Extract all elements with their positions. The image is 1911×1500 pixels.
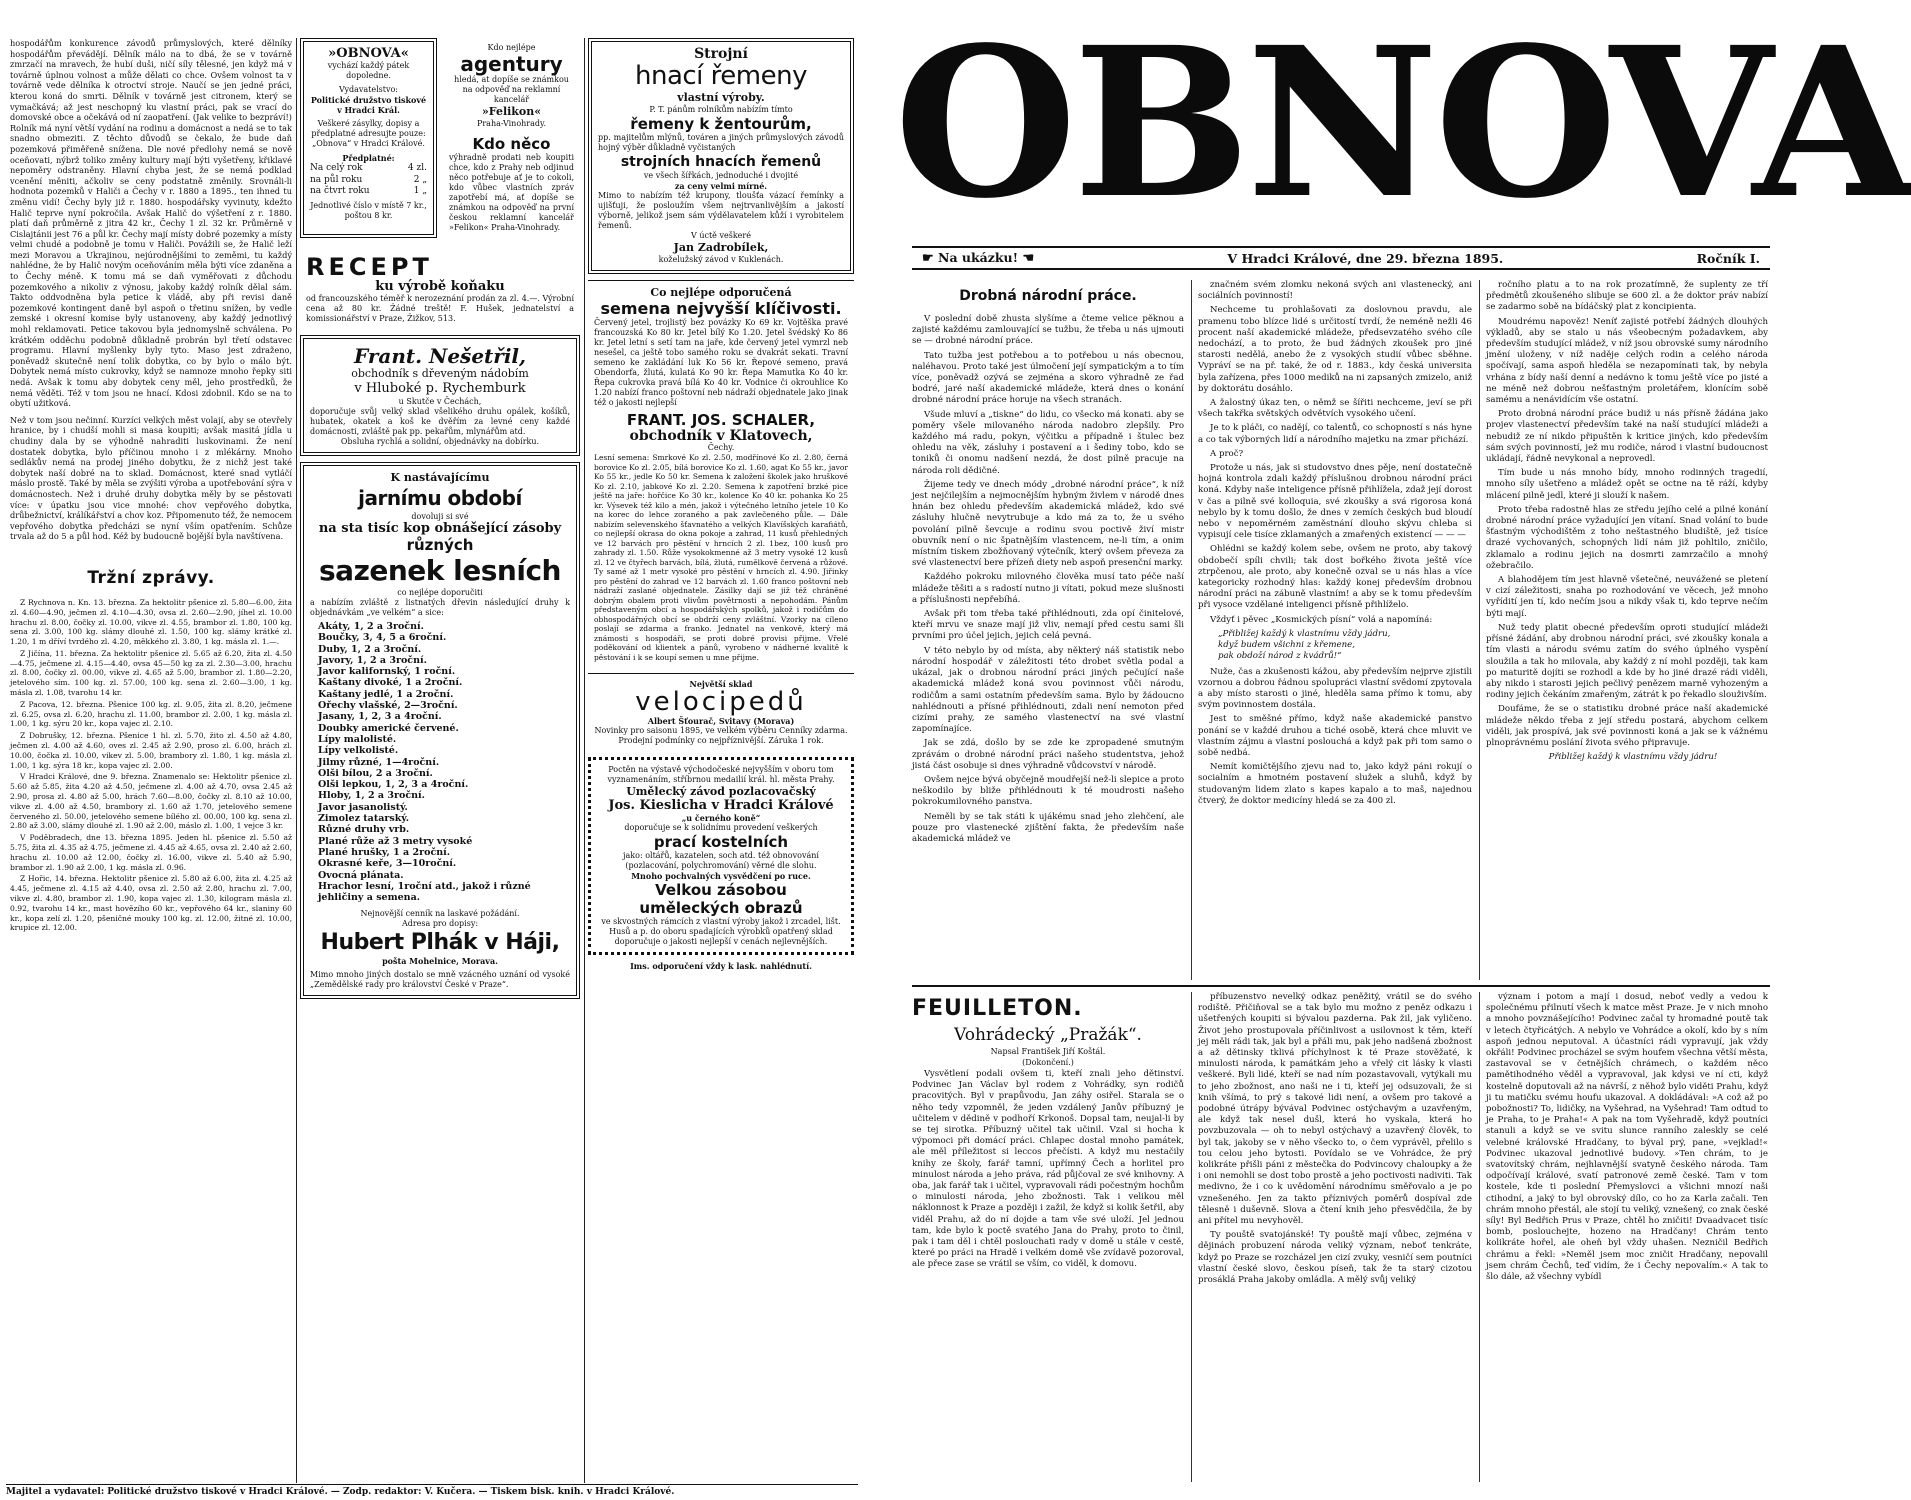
ad-text: a nabízím zvláště z listnatých dřevin následující druhy k objednávkám „ve velkém“ a sice:: [310, 598, 570, 617]
market-report: Z Hořic, 14. března. Hektolitr pšenice zl. 5.80 až 6.00, žita zl. 4.25 až 4.45, ječmene zl. 4.15 až 4.40, ovsa zl. 2.50 až 2.80, hrachu zl. 7.00, vikve zl. 4.80, brambor zl. 1.90, kopa vajec zl. 1.30, kilogram másla zl. 0.92, tvarohu 14 kr., mast hovězího 60 kr., vepřového 64 kr., slaniny 60 kr., kopa zelí zl. 1.20, pšeničné mouky 100 kg. zl. 12.00, žitné zl. 10.00, krupice zl. 12.00.: [10, 874, 292, 933]
ad-text: za ceny velmi mírné.: [674, 181, 768, 191]
seedling-list: [310, 621, 570, 903]
ad-text: Kdo nejlépe: [487, 43, 536, 52]
feuilleton-paragraph: Ty pouště svatojánské! Ty pouště mají vůbec, zejména v dějinách probuzení národa veliký význam, neboť tenkráte, když po Praze se rozcházel jen cizí zvuky, vesničí sem poutníci vlastní české slovo, českou píseň, tak že ta starý cizotou prosáklá Praha jakoby omládla. A mělý svůj veliký: [1198, 1230, 1472, 1286]
dateline: [912, 246, 1770, 270]
article-paragraph: Vždyť i pěvec „Kosmických písní“ volá a napomíná:: [1210, 614, 1433, 625]
feuilleton-paragraph: příbuzenstvo nevelký odkaz peněžitý, vrátil se do svého rodiště. Přičiňoval se a tak bylo mu možno z peněz odkazu i ušetřených koupiti si bývalou pazderna. Pak žil, jak vyličeno. Život jeho prostupovala příčinlivost a usilovnost k těm, kteří jej měli rádi tak, jak byl a přáli mu, pak jeho nadšená zbožnost a až dětinsky tklivá příchylnost k té Praze stověžaté, k minulosti národa, k památkám jeho a vřelý cit lásky k vlasti veškeré. Byli lidé, kteří se nad ním pozastavovali, vytýkali mu to jeho zbožnost, ano naši ne i ti, kteří jej odsuzovali, že si knih všímá, to prý s takové lidi není, a ovšem pro takové a podobné útrápy bývával Podvinec ostýchavým a uzavřeným, ale když tak nesel dušl, která ho vyskala, která ho povzbuzovala — oh to nebyl ostýchavý a uzavřený člověk, to byl tak, jakoby se v něho všecko to, o čem vyprávěl, přelilo s tou celou jeho bytosti. Povídalo se ve Vohrádce, že prý kolikráte přišli páni z městečka do Podvincovy chaloupky a že i oni nemohli se dost tobo prostě a jeho poctivosti nadiviti. Tak medivno, že i co k uvědomění národnímu směřovalo a je po vznešeného. Jen za takto příznivých poměrů dospíval zde tělesně i duševně. Slova a čtení knih jeho přesvědčila, že by ani přítel mu nevyhověl.: [1198, 992, 1472, 1227]
ad-title: semena nejvyšší klíčivosti.: [600, 299, 842, 318]
article-paragraph: Žijeme tedy ve dnech módy „drobné národní práce“, k níž jest nejčilejším a nejmocnějším hybným živlem v národě dnes hnán bez ohledu především akademická mládež, kdo své zásluhy hlučně nevytrubuje a kdo má za to, že u svého povolání pilně ševcuje a rodinu svou poctivě živí mistr obuvník není o nic špatnějším vlastencem, ne-li tím, a onim místním tiskem zbožňovaný výtečník, který ovšem převeza za své vlastenectví bere přízeň diety neb aspoň presenční marky.: [912, 479, 1184, 569]
seedling-item: Lípy velkolisté.: [318, 745, 399, 757]
article-column-1: [912, 280, 1184, 980]
column-divider: [1479, 280, 1480, 980]
article-column-3: [1486, 280, 1768, 980]
ad-text: P. T. pánům rolníkům nabízím tímto: [649, 105, 793, 114]
ad-text: Mimo to nabízím též krupony, tloušťa vázací řemínky a ujišťuji, že posloužím všem nejtrvanlivějším a jakostí výborně, jelikož jsem sám výdělavatelem kůží i vyrobitelem řemenů.: [598, 191, 844, 230]
article-paragraph: A blahodějem tím jest hlavně všetečné, neuvážené se pletení v cizí záležitosti, snaha po rozhodování ve věcech, jež mnoho vyřídití jen tí, kdo nečím jsou a nikdy však ti, kdo teprve nečím býti mají.: [1486, 575, 1768, 619]
seedling-item: Ořechy vlašské, 2—3roční.: [318, 700, 458, 712]
ad-title: Hubert Plhák v Háji,: [320, 930, 560, 956]
ad-title: velocipedů: [635, 687, 807, 717]
ad-title: jarnímu období: [358, 486, 522, 510]
ad-text: Nejnovější cenník na laskavé požádání.: [360, 909, 520, 919]
dateline-left: [922, 250, 1034, 266]
ad-text: Lesní semena: Smrkové Ko zl. 2.50, modřínové Ko zl. 2.80, černá borovice Ko zl. 2.05, bílá borovice Ko zl. 1.60, agat Ko 55 kr., javor Ko 55 kr., jedle Ko 50 kr. Semena k založení školek jako hruškové Ko zl. 2.10, jabkové Ko zl. 2.20. Semena k zapotření brzké pice ještě na jaře: hořčice Ko 30 kr., kolence Ko 40 kr. pohanka Ko 25 kr. Výsevek též kilo a mén, jakož i výtečného letního jetele 10 Ko na korec do lehce zoraného a pak zavlečeného půle. — Dále nabízím selevenského šťavnatého a velkých Klavíšských karafiátů, co nejlepší okrasa do okna pokoje a zahrad, 11 kusů přehledných ve 12 barvách pro pěstění v hrncích 2 zl. 1bez, 100 kusů pro zahrady zl. 1.50. Růže vysokokmenné až 3 metry vysoké 12 kusů zl. 12 ve čtyřech barvách, bílá, žlutá, rumělkově červená a růžové. Ty samé až 1 metr vysoké pro pěstění v hrncích zl. 4.90. Jiřinky pro pěstění do zahrad ve 12 barvách zl. 1.60 franco poštovní neb nádraží zaslané objednatele. Zásilky dají se již též chráněné dobrým obalem proti vlivům povětrnosti a nepohodám. Pánům představeným obcí a hospodářských spolků, jakož i rodičům do obhospodářných obcí se obdrží ceny zvláštní. Vzorky na cíleno poslají se zdarma a franko. Jednatel na venkově, který má známosti s hospodáři, se proti dobré provisi přijme. Vřelé poděkování od klientek a pánů, vyrobeno v nádherné kvalitě k pěstování i k se koupí semen u mne přijme.: [594, 453, 848, 662]
ad-text: pošta Mohelnice, Morava.: [382, 956, 498, 967]
market-news-heading: Tržní zprávy.: [87, 567, 215, 588]
market-report: Z Dobrušky, 12. března. Pšenice 1 hl. zl. 5.70, žito zl. 4.50 až 4.80, ječmen zl. 4.00 až 4.60, oves zl. 2.45 až 2.90, proso zl. 6.00, hrách zl. 10.00, čočka zl. 10.00, vikev zl. 5.00, brambory zl. 1.80, 1 kg. másla zl. 1.00, 1 kg. sýra 18 kr., kopa vajec zl. 2.00.: [10, 731, 292, 770]
poem-line: pak obdoží národ z kvádrů!“: [1218, 651, 1342, 662]
article-paragraph: Nechceme tu prohlašovati za doslovnou pravdu, ale pramenu tobo blízce lidé s určitostí tvrdí, že neméně nežli 46 procent naší akademické mládeže, předsevzatého svého cíle nedochází, a to proto, že bud žádných zkoušek pro jiné starosti nedělá, anebo že z vysokých studií vůbec sběhne. Vypráví se na př. také, že od r. 1883., kdy česká universita byla zařízena, přes 1000 mediků na ni zapsaných zmizelo, aniž by doktorátu dosáhlo.: [1198, 305, 1472, 394]
ad-text: koželužský závod v Kuklenách.: [658, 255, 784, 264]
sample-label: Na ukázku!: [938, 250, 1019, 265]
article-paragraph: značném svém zlomku nekoná svých ani vlastenecký, ani sociálních povinností!: [1198, 280, 1472, 302]
poem-line: „Přibližej každý k vlastnímu vždy jádru,: [1218, 628, 1391, 639]
article-paragraph: A proč?: [1210, 448, 1244, 459]
ad-title: sazenek lesních: [319, 554, 561, 587]
article-paragraph: Všude mluví a „tiskne“ do lidu, co všecko má konati. aby se poměry všele milovaného národa nadobro zlepšily. Pro každého má radu, pokyn, výčitku a případně i štulec bez ohledu na věk, zásluhy i postavení a i šediny tobo, kdo se toniků či onomu nadšení nezdá, že dost pilně pracuje na národa roli dědičné.: [912, 409, 1184, 476]
seedling-item: Kaštany divoké, 1 a 2roční.: [318, 677, 463, 689]
seedling-item: Zimolez tatarský.: [318, 813, 410, 825]
seedling-item: Olši bílou, 2 a 3roční.: [318, 767, 433, 779]
ad-text: Červený jetel, trojlistý bez povázky Ko 69 kr. Vojtěška pravé francouzská Ko 80 kr. Jetel bílý Ko 1.20. Jetel švédský Ko 86 kr. Jetel letní s setí tam na jaře, kde červený jetel vymrzl neb nesešel, ca ještě tobo samého roku se dvakrát sekati. Travní semeno ke zakládání luk Ko 56 kr. Řepové semeno, pravá Obendorfa, žlutá, kulatá Ko 90 kr. Řepa Mamutka Ko 40 kr. Řepa cukrovka pravá bílá Ko 40 kr. Vodnice či okrouhlice Ko 1.20 nabízí franco poštovní neb nádraží objednatele jako jinak též o jakosti nejlepší: [594, 318, 848, 407]
ad-text: jako: oltářů, kazatelen, soch atd. též obnovování (pozlacování, polychromování) věrné dle slohu.: [623, 851, 819, 870]
article-paragraph: Nemít komičtějšího zjevu nad to, jako když páni rokují o socialním a hmotném postavení služek a sluhů, když by studovaným lidem zlato s kapes kapalo a to maš, najednou čtverý, že doktor medicíny hledá se za 400 zl.: [1198, 762, 1472, 806]
article-paragraph: Je to k pláči, co nadějí, co talentů, co schopností s nás hyne a co tak výborných lidí a národního majetku na zmar přichází.: [1198, 423, 1472, 445]
nesetril-ad: [300, 335, 580, 456]
volume-label: Ročník I.: [1696, 250, 1760, 266]
ad-text: Jednotlivé číslo v místě 7 kr., poštou 8 kr.: [310, 200, 427, 220]
seedling-item: Javor kalifornský, 1 roční.: [318, 666, 456, 678]
poem-line: když budem všichni z křemene,: [1218, 640, 1355, 651]
article-title: Drobná národní práce.: [959, 288, 1137, 304]
feuilleton-paragraph: Vysvětlení podali ovšem ti, kteří znali jeho dětinství. Podvinec Jan Václav byl rodem z Vohrádky, syn rodičů pracovitých. Byl v prapůvodu, Jan záhy osiřel. Starala se o něho tedy vzpomněl, že jeden vzdálený Janův příbuzný je učitelem v dědině v podhoří Krkonoš. Dopsal tam, neujal-li by se tej sirotka. Příbuzný učitel tak učinil. Vzal si hocha k výpomoci při domácí práci. Chlapec dostal mnoho památek, ale měl příležitost si leccos přečísti. A když mu nestačily knihy ze školy, farář tamní, upřímný Čech a horlitel pro minulost národa a jeho práva, rád půjčoval ze své knihovny. A oba, jak farář tak i učitel, vypravovali rádi počestným hochům o minulosti národa, jeho zbožnosti. Tak i velikou měl náklonnost k Praze a později i zažil, že když si kolik šetřil, aby viděl Prahu, až do ní dojde a tam vše své uloží. Jel jednou tam, kde bylo k poctě svatého Jana do Prahy, proto to činil, pak i tam děl i chtěl poslouchati rady v domě u stále v cestě, které po práci na Hradě i velkém domě vše zvídavě pozoroval, ale přece zase se vrátil se vším, co viděl, k domovu.: [912, 1069, 1184, 1270]
ad-text: doporučuje svůj velký sklad všelikého druhu opálek, košíků, hubatek, okatek a koš ke dvěřím za levné ceny každé domácnosti, zvláště pak pp. pekařům, mlynářům atd.: [310, 407, 570, 436]
article-paragraph: A žalostný úkaz ten, o němž se šířiti nechceme, jeví se při všech takřka světských odvětvích vysokého učení.: [1198, 398, 1472, 420]
seedling-item: Jilmy různé, 1—4roční.: [318, 756, 440, 768]
ad-text: prací kostelních: [653, 833, 789, 851]
ad-text: strojních hnacích řemenů: [620, 154, 822, 170]
ad-text: „Obnova“ v Hradci Králové.: [312, 139, 425, 148]
article-paragraph: Tato tužba jest potřebou a to potřebou u nás obecnou, naléhavou. Proto také jest úlmočení její sympatickým a to tím více, poněvadž ozývá se zejména a skoro výhradně ze řad bodré, jaré naší akademické mládeže, která dnes o konání drobné národní práce horuje na všech stranách.: [912, 350, 1184, 406]
ad-text: obchodník s dřeveným nádobím: [351, 367, 529, 380]
left-newspaper-page: [0, 0, 862, 1500]
gilding-workshop-ad: [588, 757, 854, 955]
seedling-item: Hloby, 1, 2 a 3roční.: [318, 790, 425, 802]
article-paragraph: Než v tom jsou nečinní. Kurzíci velkých měst volají, aby se otevřely hranice, by i chudší mohli si masa koupiti; avšak masitá jídla u chudiny dala by se výhodně nahraditi luskovinami. Že není dostatek dobytka, bylo příčinou mnoho i z mlékárny. Mnoho sedlákův nemá na prodej jiného dobytku, že z nichž jest také dobytek naší dobré na to sklad. Domácnost, které snad vytláčí máslo prostě. Také by měla se zvýšiti výroba a upotřebování sýra v domácnostech. Než i druhé druhy dobytka měly by se pěstovati více: v úpatku jsou vice mnohé: chov vepřového dobytka, drůbežnictví, králíkářství a chov koz. Připomenuto též, že nemocem vepřového dobytka předcházi se nyní vším opatřením. Schůze trvala až do 5 a půl hod. Kéž by budoucně bojější byla navštívena.: [10, 414, 292, 542]
ad-text: Čechy.: [707, 443, 735, 452]
article-paragraph: Tím bude u nás mnoho bídy, mnoho rodinných tragedií, mnoho síly ušetřeno a mládež opět se octne na tě ráží, kdyby mlácení pilně jedl, které ji slouží k našem.: [1486, 468, 1768, 501]
price-period: Na celý rok: [310, 163, 363, 173]
price-row: [310, 175, 427, 187]
ad-text: Albert Šťourač, Svitavy (Morava): [647, 716, 795, 726]
left-column-article: [10, 38, 292, 1478]
pointing-hand-right-icon: ☛: [922, 251, 934, 266]
ad-text: Novinky pro saisonu 1895, ve velkém výběru Cenníky zdarma. Prodejní podmínky co nejpříznivější. Záruka 1 rok.: [594, 726, 848, 745]
ad-text: Veškeré zásylky, dopisy a předplatné adresujte pouze:: [311, 119, 426, 138]
ad-text: Co nejlépe odporučená: [650, 286, 792, 299]
article-paragraph: V této nebylo by od místa, aby některý náš statistik nebo národní hospodář v záležitosti této drobet světla podal a ukázal, jak o drobnou národní práci jiných pečující naše akademická mládež koná svou povinnost vůči národu, rodičům a sami ostatním především sama. Bylo by žádoucno nahlédnouti a přísné přihlédnouti, zdali není nemoton před cizími prahy, ze samého vlastenectví na své vlastní zapomínajíce.: [912, 645, 1184, 735]
ad-text: ve skvostných rámcích z vlastní výroby jakož i zrcadel, lišt. Husů a p. do oboru spadajících výrobků opatřený sklad doporučuje o jakosti nejlepší v cenách nejlevnějších.: [601, 917, 841, 946]
pointing-hand-left-icon: ☚: [1022, 251, 1035, 266]
feuilleton-column-2: [1198, 992, 1472, 1482]
seedling-item: Javory, 1, 2 a 3roční.: [318, 654, 427, 666]
ad-text: obchodník v Klatovech,: [629, 428, 813, 444]
ad-title: Jos. Kieslicha v Hradci Králové: [608, 798, 834, 813]
article-paragraph: ročního platu a to na rok prozatímně, že suplenty ze tří předmětů zkoušeného slibuje se 600 zl. a že doktor práv nabízí se zadarmo sobě na bídáčský plat z koncipienta.: [1486, 280, 1768, 313]
article-paragraph: Doufáme, že se o statistiku drobné práce naší akademické mládeže někdo třeba z její středu postará, abychom celkem viděli, jak prospívá, jak své povinnosti koná a jak se k vážnému plnoprávnému poslání života svého připravuje.: [1486, 704, 1768, 748]
ad-text: Poctěn na výstavě východočeské nejvyšším v oboru tom vyznamenáním, stříbrnou medailií král. hl. města Prahy.: [607, 765, 835, 784]
seedling-item: Hrachor lesní, 1roční atd., jakož i různé jehličiny a semena.: [318, 880, 531, 904]
ad-title: Kdo něco: [472, 135, 551, 153]
article-closing-line: Přibližej každý k vlastnímu vždy jádru!: [1548, 752, 1718, 763]
article-paragraph: Ohlédni se každý kolem sebe, ovšem ne proto, aby takový obdobečí spíli chvili; tak dost bořkého života ještě více ztrpčenou, ale proto, aby konečně ozval se u nás hlas a více kategoricky rozhodný hlas: každý konej především drobnou národní práci na zábuně vlastním! a aby se k tomu především při vysoce vzdělané inteligenci přísně přihlíželo.: [1198, 544, 1472, 611]
ad-text: na sta tisíc kop obnášející zásoby: [318, 521, 562, 536]
column-divider: [296, 38, 297, 1483]
seedling-item: Ovocná plánata.: [318, 869, 404, 881]
seedling-item: Plané růže až 3 metry vysoké: [318, 835, 473, 847]
right-newspaper-page: [894, 0, 1911, 1500]
seedling-item: Akáty, 1, 2 a 3roční.: [318, 621, 424, 632]
article-paragraph: Neměli by se tak státi k ujákému snad jeho zlehčení, ale pouze pro vlastenecké zjištění fakta, že především naše akademická mládež ve: [912, 811, 1184, 844]
article-paragraph: Avšak při tom třeba také přihlédnouti, zda opí činitelové, kteří mrvu ve snaze mají již vliv, nemají před cestu sami šli prvními pro účel jejich, jejich celá pevná.: [912, 609, 1184, 642]
article-paragraph: Nuž tedy platit obecné především oproti studující mládeži přísné žádání, aby drobnou národní práci, své zkoušky konala a tím vlasti a národu svému zatím do svého úplného vyspění sloužila a tak ho milovala, aby každý z ní mohl později, tak kam po maturitě dojíti se rozhodl a kde by ho jiné drazé rádi viděli, aby nikdo i starosti jejich pečlivý penězem marně vyhozeným a rodiny jejich čekáním zmařeným, zátrát k po řekadlo slouživším.: [1486, 622, 1768, 701]
article-paragraph: hospodářům konkurence závodů průmyslových, které dělníky hospodářům převádějí. Dělník málo na to dbá, že se v továrně zmrzačí na mravech, že hubí duši, ničí síly tělesné, jen když má v továrně úplnou volnost a může dělati co chce. Ovšem volnost ta v továrně vede dělníka k otroctví stroje. Naučí se jen jedné práci, kterou koná do smrti. Dělník v továrně jest citronem, který se vymačkává; až jest neschopný ku vlastní práci, pak se vrací do domovské obce a očekává od ní zaopatření. (Jak velike to bezpráví!) Rolník má nyní větší vydání na rodinu a domácnost a nedá se to tak snadno obmeziti. Z těchto důvodů se čekalo, že bude daň pozemková přiměřeně snížena. Dle nové předlohy nemá se nově oceňovati, nýbrž toliko změny kultury mají býti vyšetřeny, křiklavé nepoměry odstraněny. Hlavní chyba jest, že se nemá podklad vcenění měniti, ačkoliv se ceny podstatně změnily. Srovnáli-li hodnota pozemků v Haliči a Čechy v r. 1880 a 1895., ten ihned tu změnu vidí! Čechy byly již r. 1880. hospodářsky vyvinuty, kdežto Halič teprve nyní pokročila. Avšak Halič do výšetření z r. 1880. platí daň průměrně z jitra 42 kr., Čechy 1 zl. 32 kr. Průměrně v Cislajtánii jest 76 a půl kr. Čechy mají místy dobré pozemky a místy velmi chudé a podobně je tomu v Haliči. Povážili se, že Halič leží mezi Moravou a Ukrajinou, nejúrodnějšími to zeměmi, tu každý nahlédne, že by Halič novým oceňováním měla býti více zdaněna a to Čechy méně. K tomu má se daň vyměřovati z důchodu pozemkového a nikoliv z výnosu, jakoby každý rolník dělal sám. Takto oddvodněna byla petice k vládě, aby při revisi daně pozemkové kontingent daně byl aspoň o třetinu snížen, by vedle zemské i okresní komise byly ustanoveny, aby každý jednotlivý mohl reklamovati. Petice takovou byla jednomyslně schválena. Po krátkém odděchu podobně důkladně probrán byl třetí odstavec programu. Hlavní myšlenky byly tyto. Maso jest zdraženo, poněvadž skutečně není tolik dobytka, co by bylo o málo být. Dobytek nemá místo cukrovky, když se namnoze mnoho řepky siti nedá. Avšak k tomu aby dobytek ceny měl, jeho prostředků, že nemá věděti. Též v tom jsou ne hnací. Kdosi zdobnil. Kdo se na to obytí užitková.: [10, 38, 292, 409]
ad-text: v Hluboké p. Rychemburk: [354, 380, 526, 396]
ad-text: Největší sklad: [689, 679, 753, 689]
ad-title: »OBNOVA«: [328, 46, 409, 61]
ad-text: uměleckých obrazů: [639, 899, 803, 917]
column-divider: [584, 38, 585, 1483]
seedling-item: Doubky americké červené.: [318, 722, 459, 734]
price-row: [310, 163, 427, 175]
market-report: Z Pacova, 12. března. Pšenice 100 kg. zl. 9.05, žita zl. 8.20, ječmene zl. 6.25, ovsa zl. 6.20, hrachu zl. 11.00, brambor zl. 2.00, 1 kg. másla zl. 1.00, 1 kg. sýru 20 kr., kopa vajec zl. 2.10.: [10, 699, 292, 729]
feuilleton-author: Napsal František Jiří Koštál.: [990, 1047, 1106, 1056]
feuilleton-part: (Dokončení.): [1022, 1058, 1074, 1067]
obnova-subscription-ad: [300, 38, 437, 238]
ad-text: výhradně prodati neb koupiti chce, kdo z Prahy neb odjinud něco potřebuje ať je to cokoli, kdo vůbec vlastních zpráv zapotřebí má, ať dopíše se známkou na odpověď na první českou reklamní kancelář »Felikon« Praha-Vinohrady.: [449, 153, 574, 232]
forest-seedlings-ad: [300, 462, 580, 999]
ad-text: Adresa pro dopisy:: [401, 919, 479, 929]
article-paragraph: Jak se zdá, došlo by se zde ke zpropadené smutným zprávám o drobné národní práci našeho studentstva, jehož jistá část osobuje si dnes výhradně vůdcovství v národě.: [912, 738, 1184, 771]
ad-text: Strojní: [694, 46, 748, 62]
seedling-item: Lípy malolisté.: [318, 733, 397, 745]
ad-text: ve všech šířkách, jednoduché i dvojité: [643, 171, 799, 180]
feuilleton-title: Vohrádecký „Pražák“.: [954, 1025, 1142, 1045]
column-divider: [1191, 992, 1192, 1482]
price-value: 2 „: [413, 174, 427, 185]
feuilleton-paragraph: význam i potom a mají i dosud, neboť vedly a vedou k společnému přilnutí všech k matce měst Praze. Je v nich mnoho a mnoho povznášejícího! Podvinec začal ty hromadné poutě tak v letech čtyřicátých. A nebylo ve Vohrádce a okolí, kdo by s ním aspoň jednou neputoval. A účastníci rádi vypravují, jak vždy okřáli! Podvinec procházel se svým houfem všechna větší města, zastavoval se v četnějších chrámech, o každém něco pamětihodného věděl a vypravoval, jak kdysi ve ní cti, když kostelně doputovali až na návrší, z něhož bylo viděti Prahu, když ji tu matičku svému houfu ukazoval. A dokládával: »A což až po pobožnosti? To, lidičky, na Vyšehrad, na Vyšehrad! Tam odtud to je Praha, to je Praha!« A pak na tom Vyšehradě, když poutníci stanuli a když se ve svitu slunce ranního zaleskly se celé velebné královské Hradčany, to býval prý, pane, »vejklad!« Podvinec ukazoval jednotlivé budovy. »Ten chrám, to je svatovítský chrám, nejhlavnější svatyně českého národa. Tam odpočívají králové, svatí patronové země české. Tam v tom kostele, kde ti poslední Přemyslovci a všichni mnozí naši ctihodní, a jaký to byl obrovský dílo, co ho za Karla začali. Ten chrám mnoho přestál, ale stojí tu veliký, vznešený, co znak české síly! Byl Bedřich Prus v Praze, chtěl ho zničiti! Dvaadvacet tisíc bomb, poslouchejte, hozeno na Hradčany! Chrám tento kolikráte hořel, ale oheň byl vždy uhašen. Nezničil Bedřich chrámu a řekl: »Neměl jsem moc zničit Hradčany, nepovalil jsem chrám Čechů, teď vidím, že i Čechy nepovalím.« A tak to šlo dále, až všechny vybídl: [1486, 992, 1768, 1283]
ad-text: FRANT. JOS. SCHALER,: [626, 411, 816, 429]
ad-title: RECEPT: [306, 253, 433, 281]
article-paragraph: Nuže, čas a zkušenosti kážou, aby především nejprve zjistili vzornou a dobrou řádnou spolupráci vlastní svědomí zpytovala a aby místo starosti o jiné, hleděla sama přímo k tomu, aby svým povinnostem dostála.: [1198, 666, 1472, 711]
article-paragraph: Každého pokroku milovného člověka musí tato péče naší mládeže těšiti a s radostí nutno ji vítati, pokud meze slušnosti a příslušnosti nepřebíhá.: [912, 572, 1184, 605]
ad-text: Mnoho pochvalných vysvědčení po ruce.: [631, 871, 811, 881]
ad-text: V úctě veškeré: [691, 231, 751, 240]
velocipede-ad: [588, 673, 854, 751]
masthead: [894, 2, 1911, 244]
article-paragraph: Jest to směšné přímo, když naše akademické panstvo ponání se v každé druhou a tiché osobě, která chce mluvit ve vlastním zájmu a vlastní poslouchá a když pak při tom samo o sobě nedbá.: [1198, 714, 1472, 758]
ad-text: řemeny k žentourům,: [630, 115, 812, 133]
ad-title: agentury: [460, 52, 563, 76]
seedling-item: Různé druhy vrb.: [318, 824, 410, 836]
article-paragraph: Protože u nás, jak si studovstvo dnes pěje, není dostatečně hojná kontrola zdali každý příslušnou drobnou národní práci koná. Kdyby naše inteligence přísně přihlížela, zdaž její dorost v čas a pilně své kolloquia, své zkoušky a svá rigorosa koná nebylo by k tomu došlo, že dnes v zemích českých bud bloudí nebo v nepoměrném zaměstnání dlouho skývu chleba si vypisují cele tisíce zklamaných a zmařených existencí — — —: [1198, 463, 1472, 541]
feuilleton-heading: FEUILLETON.: [912, 996, 1083, 1021]
ad-text: Jan Zadrobílek,: [673, 241, 769, 254]
ad-text: Praha-Vinohrady.: [476, 119, 547, 128]
ad-title: hnací řemeny: [635, 61, 807, 91]
article-paragraph: Proto drobná národní práce budiž u nás přísně žádána jako projev vlastenectví především také na naší studující mládeži a nebudiž ze ní nikdo připuštěn k kritice jiných, kdo především sám svých povinností, jež mu rodiče, národ i vlastní budoucnost ukládají, řádně nevykonal a neprovedl.: [1486, 409, 1768, 465]
ad-text: Vydavatelstvo:: [338, 85, 398, 94]
ad-text: hledá, at dopíše se známkou na odpověď na reklamní kancelář: [454, 75, 569, 104]
market-report: Z Rychnova n. Kn. 13. března. Za hektolitr pšenice zl. 5.80—6.00, žita zl. 4.60—4.90, ječmen zl. 4.10—4.30, ovsa zl. 2.60—2.90, jíhel zl. 10.00 hrachu zl. 8.00, čočky zl. 10.00, vikve zl. 4.55, brambor zl. 1.80, 100 kg. sena zl. 3.00, 100 kg. slámy dlouhé zl. 1.50, 100 kg. slámy krátké zl. 1.20, 1 m dříví tvrdého zl. 4.20, měkkého zl. 3.80, 1 kg. másla zl. 1.—.: [10, 597, 292, 647]
ad-text: Velkou zásobou: [655, 881, 787, 899]
drive-belts-ad: [588, 38, 854, 274]
column-divider: [1191, 280, 1192, 980]
seedling-item: Olši lepkou, 1, 2, 3 a 4roční.: [318, 779, 469, 791]
price-row: [310, 186, 427, 198]
ad-text: Umělecký závod pozlacovačský: [626, 785, 816, 798]
market-report: V Poděbradech, dne 13. března 1895. Jeden hl. pšenice zl. 5.50 až 5.75, žita zl. 4.35 až 4.75, ječmene zl. 4.45 až 4.65, ovsa zl. 2.40 až 2.60, hrachu zl. 10.00 až 12.00, čočky zl. 16.00, vikve zl. 5.40 až 5.90, brambor zl. 1.90 až 2.00, 1 kg. másla zl. 0.96.: [10, 833, 292, 872]
feuilleton-separator: [912, 985, 1770, 987]
ad-text: u Skutče v Čechách,: [398, 397, 482, 406]
issue-date: V Hradci Králové, dne 29. března 1895.: [1227, 250, 1504, 266]
masthead-title: OBNOVA: [894, 2, 1911, 244]
ad-text: různých: [406, 536, 474, 554]
seedling-item: Javor jasanolistý.: [318, 801, 408, 813]
ad-text: pp. majitelům mlýnů, továren a jiných průmyslových závodů hojný výběr důkladně vyčistaných: [598, 133, 844, 152]
middle-column-ads: [300, 38, 580, 1478]
ad-text: Předplatné:: [342, 153, 395, 163]
seedling-item: Kaštany jedlé, 1 a 2roční.: [318, 688, 454, 700]
ad-text: dovoluji si své: [411, 512, 469, 521]
ad-text: Mimo mnoho jiných dostalo se mně vzácného uznání od vysoké „Zemědělské rady pro království České v Praze“.: [310, 970, 570, 990]
market-report: V Hradci Králové, dne 9. března. Znamenalo se: Hektolitr pšenice zl. 5.60 až 5.85, žita 4.20 až 4.50, ječmene zl. 4.00 až 4.70, ovsa 2.45 až 2.90, prosa zl. 4.80 až 5.00, hrách 7.60—8.00, čočky zl. 8.10 až 10.00, vikve zl. 4.00 až 4.50, brambory zl. 1.60 až 1.70, jetelového semene červeného zl. 50.00, jetelového semene bílého zl. 00.00, 100 kg. sena zl. 2.80 až 3.00, slámy dlouhé zl. 1.90 až 2.00, máslo zl. 1.00, 1 vejce 3 kr.: [10, 772, 292, 831]
right-column-ads: [588, 38, 854, 1478]
seeds-ad: [588, 280, 854, 667]
seedling-item: Plané hrušky, 1 a 2roční.: [318, 846, 451, 858]
ad-text: ku výrobě koňaku: [375, 279, 505, 294]
seedling-item: Okrasné keře, 3—10roční.: [318, 858, 457, 870]
seedling-item: Duby, 1, 2 a 3roční.: [318, 643, 422, 655]
poem-quote: [1218, 629, 1472, 663]
price-value: 4 zl.: [407, 163, 427, 173]
felikon-agency-ad: [443, 38, 580, 238]
ad-text: Obsluha rychlá a solidní, objednávky na dobírku.: [340, 437, 540, 446]
ad-title: Frant. Nešetřil,: [354, 344, 526, 368]
top-ad-row: [300, 38, 580, 244]
article-paragraph: Moudrému napověz! Neníť zajisté potřebí žádných dlouhých výkladů, aby se stalo u nás všeobecným požadavkem, aby především studující mládež, v níž jsou obrovské sumy národního jmění uloženy, v níž naděje celých rodin a celého národa spočívají, sama aspoň hleděla se nezapomínati tak, by nebyla vrhána z bídy naší denní a nedávno k tomu ještě více po jisté a ne méně než dobrou nešťastným proletářem, klonícím sobě samému a nenávidícím vše ostatní.: [1486, 316, 1768, 406]
market-report: Z Jičína, 11. března. Za hektolitr pšenice zl. 5.65 až 6.20, žita zl. 4.50—4.75, ječmene zl. 4.15—4.40, ovsa 45—50 kg za zl. 2.30—3.00, hrachu zl. 8.00, čočky zl. 00.00, vikve zl. 4.65 až 5.00, brambor zl. 1.80—2.20, jetelového sím. 100 kg. zl. 57.00, 100 kg. sena zl. 2.60—3.00, 1 kg. másla zl. 1.08, tvarohu 14 kr.: [10, 648, 292, 698]
feuilleton-column-3: [1486, 992, 1768, 1482]
side-note: Ims. odporučení vždy k lask. nahlédnutí.: [630, 961, 812, 971]
ad-text: vlastní výroby.: [677, 91, 765, 104]
ad-text: Politické družstvo tiskové v Hradci Král.: [310, 95, 427, 115]
ad-text: co nejlépe doporučiti: [397, 588, 483, 597]
recept-ad: [300, 244, 580, 329]
ad-text: »Felikon«: [481, 105, 542, 118]
ad-text: od francouzského téměř k nerozeznání prodán za zl. 4.—. Výrobní cena až 80 kr. Žádné treště! F. Hušek, jednatelství a komissionářství v Praze, Žižkov, 513.: [306, 294, 574, 323]
ad-text: K nastávajícímu: [390, 471, 490, 484]
article-paragraph: Ovšem nejce bývá obyčejně moudřejší než-li slepice a proto neškodilo by bliže přihlédnouti k té moudrosti našeho pokrokumilovného panstva.: [912, 774, 1184, 808]
ad-text: doporučuje se k solidnímu provedení veškerých: [624, 823, 818, 832]
ad-text: „u černého koně“: [681, 813, 761, 823]
price-value: 1 „: [413, 186, 427, 196]
imprint-line: Majitel a vydavatel: Politické družstvo tiskové v Hradci Králové. — Zodp. redaktor: V. Kučera. — Tiskem bisk. knih. v Hradci Králové.: [6, 1484, 858, 1497]
article-column-2: [1198, 280, 1472, 980]
feuilleton-column-1: [912, 992, 1184, 1482]
article-paragraph: Proto třeba radostně hlas ze středu jejího celé a pilné konání drobné národní práce vyžadující jen vítaní. Snad volání to bude šťastným východištěm z toho neštastného bludiště, jež tisíce drazé vychovaných, schopných lidí nám již pohltilo, zničilo, zklamalo a rodinu jejich na dosmrti zamrzačilo a mnohý ožebračilo.: [1486, 504, 1768, 571]
seedling-item: Jasany, 1, 2, 3 a 4roční.: [318, 711, 442, 723]
price-period: na půl roku: [310, 174, 363, 185]
column-divider: [1479, 992, 1480, 1482]
article-paragraph: V poslední době zhusta slyšíme a čteme velice pěknou a zajisté každému zamlouvající se tužbu, že třeba u nás ujmouti se — drobné národní práce.: [912, 314, 1184, 347]
ad-text: vychází každý pátek dopoledne.: [327, 61, 410, 80]
seedling-item: Boučky, 3, 4, 5 a 6roční.: [318, 632, 447, 644]
price-period: na čtvrt roku: [310, 186, 370, 196]
